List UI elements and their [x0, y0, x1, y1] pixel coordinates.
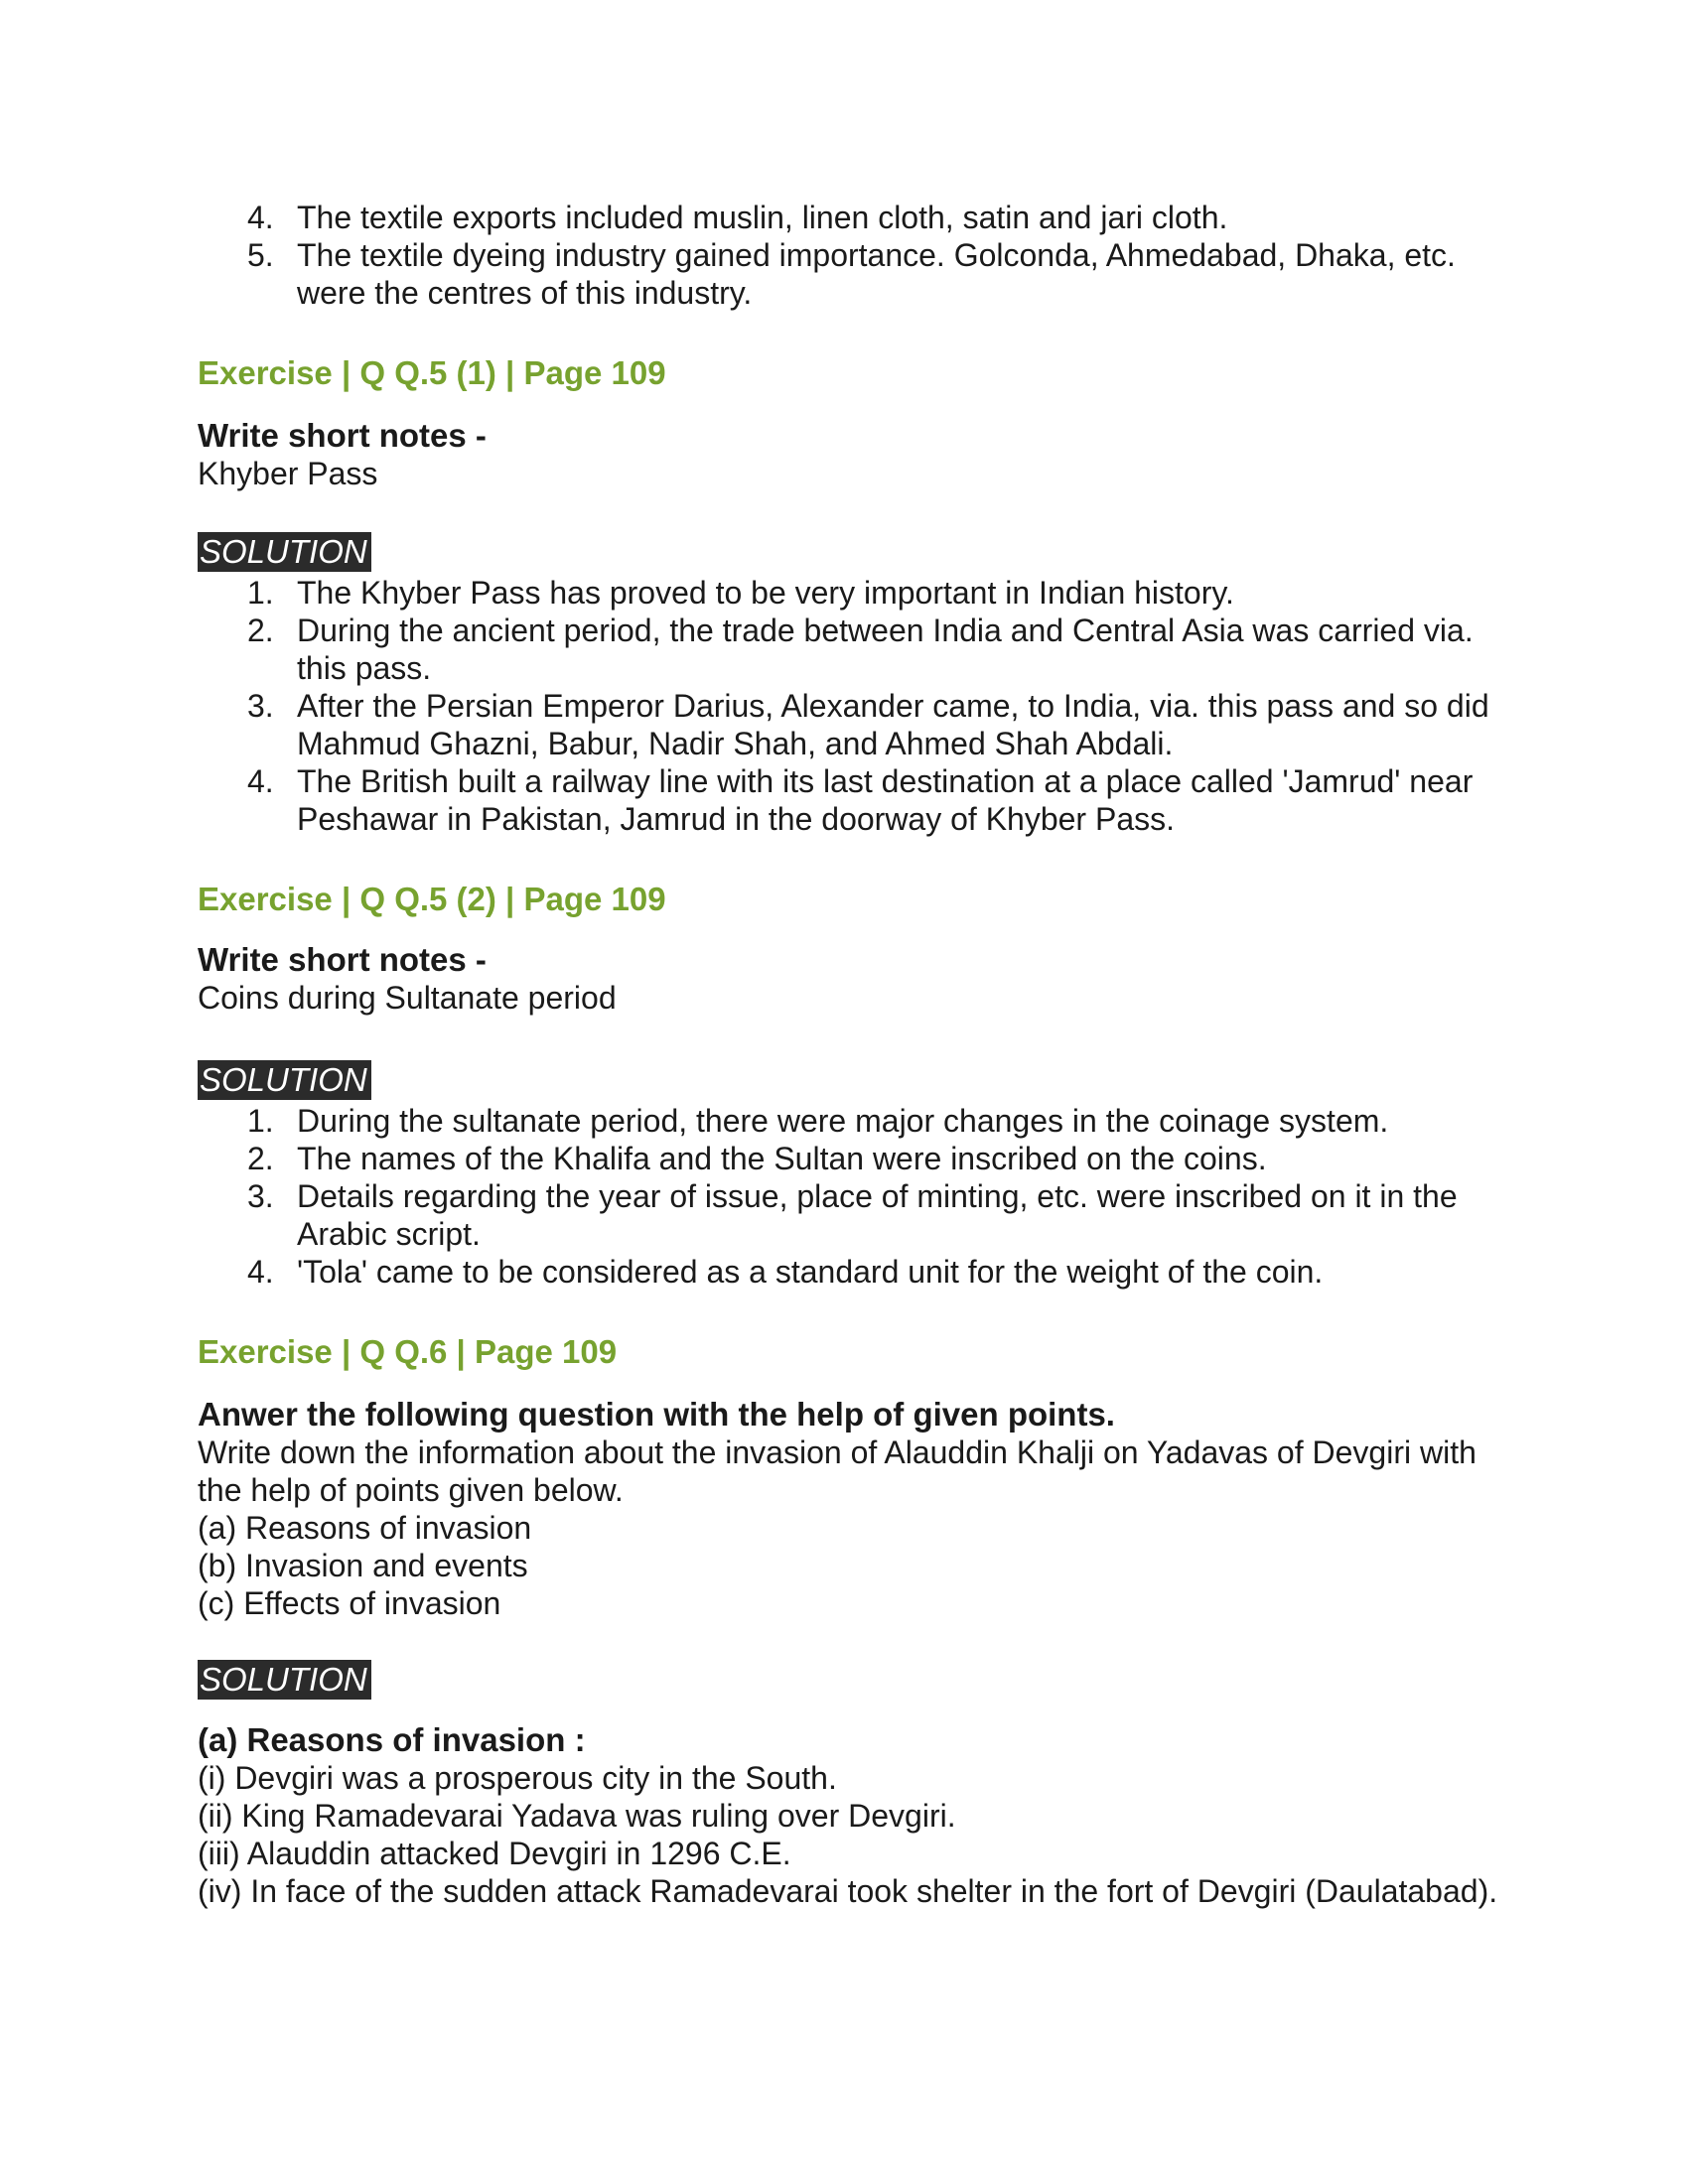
question-text: Coins during Sultanate period	[198, 980, 617, 1016]
question-title: Anwer the following question with the help of given points.	[198, 1396, 1115, 1433]
solution-badge: SOLUTION	[198, 1060, 371, 1100]
question-point: (b) Invasion and events	[198, 1548, 528, 1583]
solution-list	[198, 574, 1498, 838]
solution-badge-wrap	[198, 532, 1498, 572]
question-block-q5-1	[198, 417, 1498, 492]
list-item: 2. During the ancient period, the trade between India and Central Asia was carried via. this pass.	[247, 613, 1474, 686]
list-item: 4. The textile exports included muslin, linen cloth, satin and jari cloth.	[247, 200, 1228, 235]
solution-badge: SOLUTION	[198, 1660, 371, 1700]
solution-badge-wrap	[198, 1660, 1498, 1700]
continued-list	[198, 199, 1498, 312]
question-block-q6	[198, 1396, 1498, 1622]
list-item: 2. The names of the Khalifa and the Sultan were inscribed on the coins.	[247, 1141, 1267, 1176]
list-item: 1. The Khyber Pass has proved to be very important in Indian history.	[247, 575, 1234, 611]
exercise-heading-q5-2: Exercise | Q Q.5 (2) | Page 109	[198, 881, 666, 917]
solution-body-q6	[198, 1721, 1498, 1910]
question-text: Write down the information about the invasion of Alauddin Khalji on Yadavas of Devgiri with the help of points given below.	[198, 1434, 1477, 1508]
solution-subheading: (a) Reasons of invasion :	[198, 1721, 586, 1758]
solution-list-block	[198, 1102, 1498, 1291]
question-block-q5-2	[198, 941, 1498, 1017]
solution-list-block	[198, 574, 1498, 838]
solution-badge-wrap	[198, 1060, 1498, 1100]
list-item: 3. After the Persian Emperor Darius, Alexander came, to India, via. this pass and so did Mahmud Ghazni, Babur, Nadir Shah, and Ahmed Shah Abdali.	[247, 688, 1489, 761]
solution-line: (iv) In face of the sudden attack Ramadevarai took shelter in the fort of Devgiri (Daulatabad).	[198, 1873, 1498, 1909]
continued-list-block	[198, 199, 1498, 312]
solution-line: (i) Devgiri was a prosperous city in the South.	[198, 1760, 837, 1796]
question-text: Khyber Pass	[198, 456, 378, 491]
list-item: 4. The British built a railway line with its last destination at a place called 'Jamrud' near Peshawar in Pakistan, Jamrud in the doorway of Khyber Pass.	[247, 763, 1474, 837]
question-title: Write short notes -	[198, 417, 487, 454]
question-point: (a) Reasons of invasion	[198, 1510, 532, 1546]
solution-line: (ii) King Ramadevarai Yadava was ruling over Devgiri.	[198, 1798, 956, 1834]
list-item: 4. 'Tola' came to be considered as a standard unit for the weight of the coin.	[247, 1254, 1324, 1290]
solution-badge: SOLUTION	[198, 532, 371, 572]
question-title: Write short notes -	[198, 941, 487, 978]
list-item: 1. During the sultanate period, there were major changes in the coinage system.	[247, 1103, 1389, 1139]
list-item: 5. The textile dyeing industry gained importance. Golconda, Ahmedabad, Dhaka, etc. were the centres of this industry.	[247, 237, 1456, 311]
exercise-heading-q6: Exercise | Q Q.6 | Page 109	[198, 1333, 618, 1370]
solution-line: (iii) Alauddin attacked Devgiri in 1296 C.E.	[198, 1836, 791, 1871]
exercise-heading-q5-1: Exercise | Q Q.5 (1) | Page 109	[198, 354, 666, 391]
list-item: 3. Details regarding the year of issue, place of minting, etc. were inscribed on it in the Arabic script.	[247, 1178, 1458, 1252]
solution-list	[198, 1102, 1498, 1291]
question-point: (c) Effects of invasion	[198, 1585, 501, 1621]
